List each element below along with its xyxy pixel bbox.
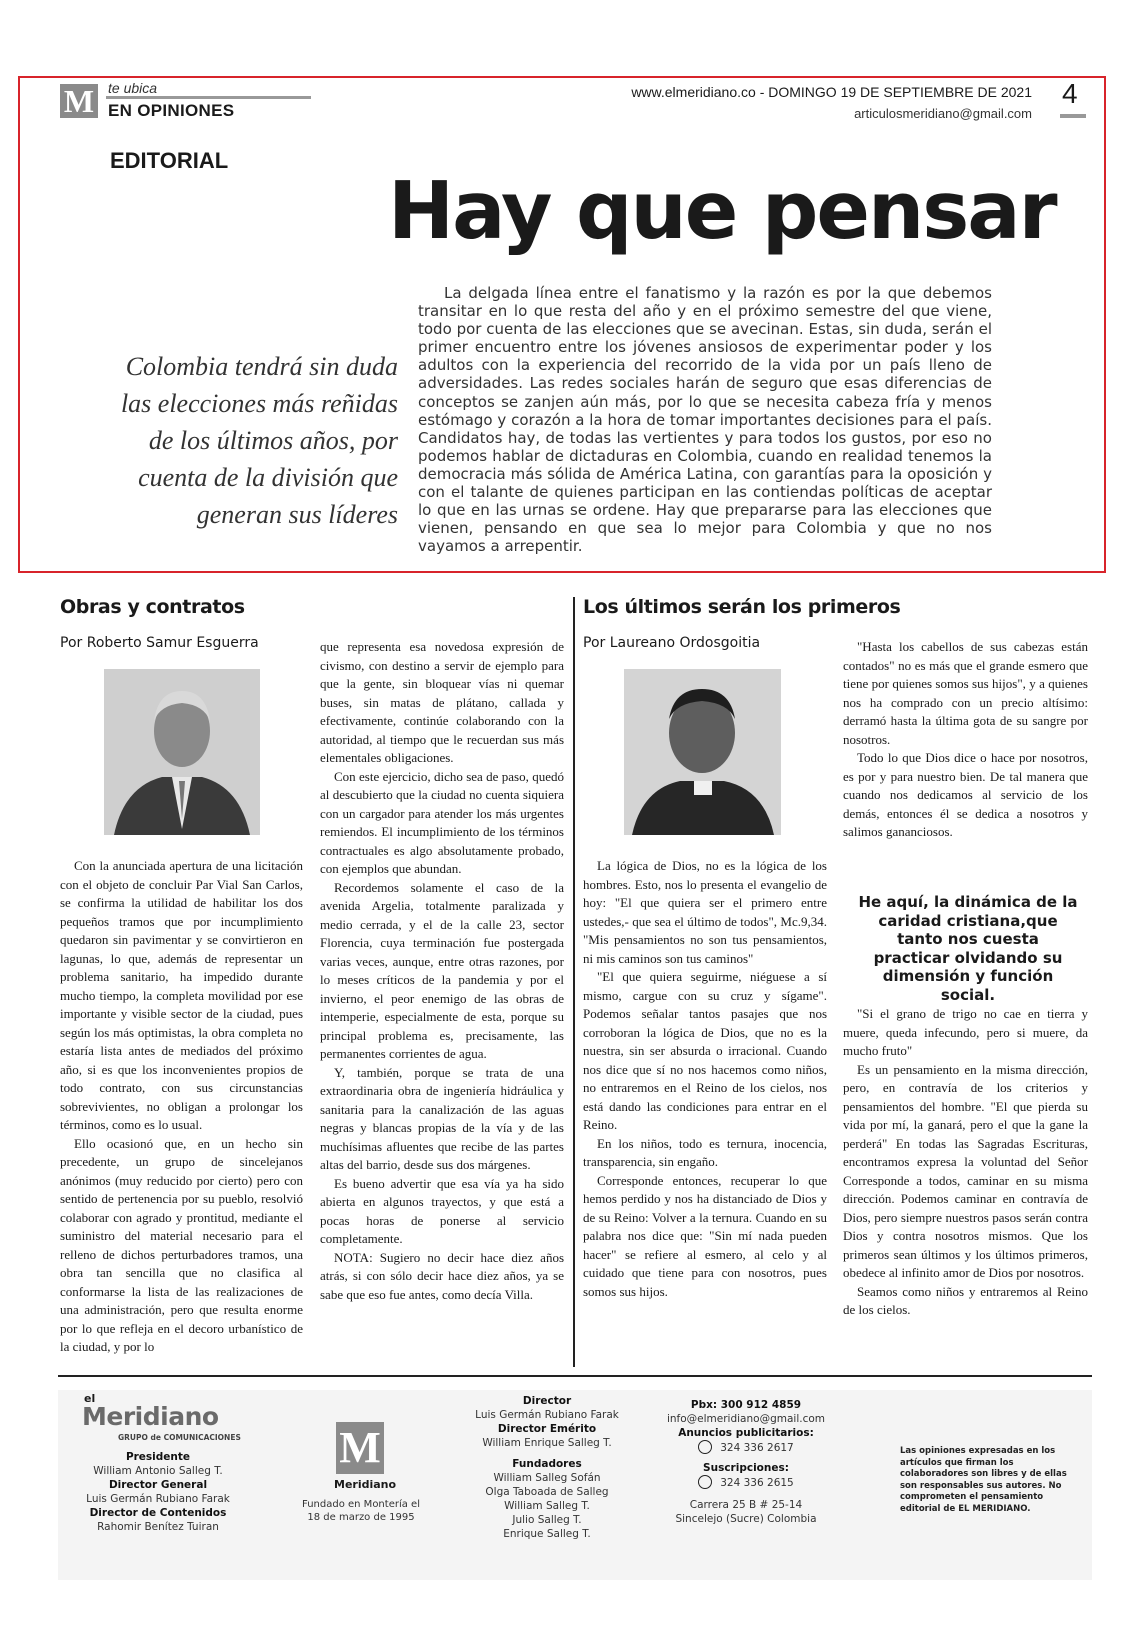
footer-divider — [58, 1375, 1092, 1377]
article-obras-col2 — [320, 638, 564, 1304]
fundador-name: Enrique Salleg T. — [503, 1528, 591, 1540]
author-portrait-icon — [624, 669, 781, 835]
paragraph: Y, también, porque se trata de una extraordinaria obra de ingeniería hidráulica y sanitaria para la canalización de las aguas negras y blancas propias de la vía y de las muchísimas afluentes que recibe de las partes altas del barrio, desde sus dos márgenes. — [320, 1064, 564, 1172]
fundador-name: William Salleg T. — [504, 1500, 590, 1512]
staff-left — [68, 1450, 248, 1534]
paragraph: Todo lo que Dios dice o hace por nosotros, es por y para nuestro bien. De tal manera que cuando nos dedicamos al servicio de los demás, entonces él se dedica a nosotros y salimos gananciosos. — [843, 750, 1088, 839]
article-title-ultimos: Los últimos serán los primeros — [583, 596, 901, 618]
editorial-body: La delgada línea entre el fanatismo y la razón es por la que debemos transitar en lo que resta del año y en el próximo semestre del que viene, todo por cuenta de las elecciones que se avecinan. Estas, sin duda, serán el primer encuentro entre los jóvenes ansiosos de experimentar poder y los adultos con la experiencia del recorrido de la vida por un país lleno de adversidades. Las redes sociales harán de seguro que esas diferencias de conceptos se zanjen aún más, por lo que se necesita cabeza fría y menos estómago y corazón a la hora de tomar importantes decisiones para el país. Candidatos hay, de todas las vertientes y para todos los gustos, por eso no podemos hablar de dictaduras en Colombia, cuando en realidad tenemos la democracia más sólida de América Latina, con garantías para la oposición y con el talante de quienes participan en las contiendas políticas de aceptar lo que en las urnas se ordene. Hay que prepararse para las elecciones que vienen, pensando en que sea lo mejor para Colombia y que no nos vayamos a arrepentir. — [418, 284, 992, 556]
fundadores-label: Fundadores — [512, 1458, 582, 1470]
whatsapp-icon — [698, 1475, 712, 1489]
paragraph: Corresponde entonces, recuperar lo que hemos perdido y nos ha distanciado de Dios y de su Reino: Volver a la ternura. Cuando en su palabra nos dice que: "Sin mí nada pueden hacer" se refiere al esmero, al celo y al cuidado que tiene para con nosotros, pues somos sus hijos. — [583, 1172, 827, 1299]
article-title-obras: Obras y contratos — [60, 596, 245, 618]
brand-el: el — [84, 1392, 96, 1405]
paragraph: Ello ocasionó que, en un hecho sin precedente, un grupo de sincelejanos anónimos (muy reducido por cierto) pero con sentido de pertenencia por su pueblo, resolvió colaborar con agrado y prontitud, mediante el suministro del material necesario para el relleno de dichos perturbadores tramos, una obra tan sencilla que no clasifica al conformarse la lista de las realizaciones de una administración, pero que resulta enorme por lo que refleja en el decoro urbanístico de la ciudad, y por lo — [60, 1135, 303, 1354]
anuncios-line — [666, 1440, 826, 1455]
paragraph: Es un pensamiento en la misma dirección, pero, en contravía de los criterios y pensamientos del hombre. "El que pierda su vida por mí, la ganará, pero el que la gane la perderá" En todas las Sagradas Escrituras, encontramos expresa la voluntad del Señor Corresponde a todos, caminar en su misma dirección. Podemos caminar en contravía de Dios, pero siempre nuestros pasos serán contra Dios y contra nosotros mismos. Que los primeros sean últimos y los últimos primeros, obedece al infinito amor de Dios por nosotros. — [843, 1061, 1088, 1280]
article-obras-col1 — [60, 857, 303, 1357]
section-rule — [106, 96, 311, 99]
article-ultimos-col1 — [583, 857, 827, 1301]
paragraph: Con este ejercicio, dicho sea de paso, quedó al descubierto que la ciudad no cuenta siquiera con un cargador para atender los más urgentes remiendos. El incumplimiento de los términos contractuales es algo absolutamente probado, con ejemplos que abundan. — [320, 768, 564, 876]
section-name: EN OPINIONES — [108, 101, 235, 120]
paragraph: Con la anunciada apertura de una licitación con el objeto de concluir Par Vial San Carlos, se confirma la utilidad de habilitar los dos pequeños tramos que por incumplimiento quedaron sin pavimentar y se convirtieron en lagunas, lo que, además de representar un problema sanitario, ha impedido durante mucho tiempo, la completa movilidad por ese importante y visible sector de la ciudad, pues según los más optimistas, la obra completa no estaría lista antes de mediados del próximo año, si es que los inconvenientes propios de todo contrato, con sus circunstancias sobrevivientes, no obligan a prolongar los términos, como es lo usual. — [60, 858, 303, 1132]
author-photo-ordosgoitia — [624, 669, 781, 835]
anuncios-phone: 324 336 2617 — [720, 1442, 794, 1454]
brand-wordmark: Meridiano — [82, 1402, 219, 1431]
brand-subtitle: GRUPO de COMUNICACIONES — [118, 1433, 241, 1442]
paragraph: NOTA: Sugiero no decir hace diez años atrás, si con sólo decir hace diez años, ya se sabe que eso fue antes, como decía Villa. — [320, 1249, 564, 1302]
byline-ordosgoitia: Por Laureano Ordosgoitia — [583, 635, 761, 651]
suscripciones-phone: 324 336 2615 — [720, 1477, 794, 1489]
opinion-disclaimer: Las opiniones expresadas en los artículos que firman los colaboradores son libres y de ellas son responsables sus autores. No comprometen el pensamiento editorial de EL MERIDIANO. — [900, 1446, 1067, 1514]
suscripciones-line — [666, 1475, 826, 1490]
contacts — [666, 1398, 826, 1526]
article-ultimos-col2a — [843, 638, 1088, 842]
page-number: 4 — [1062, 78, 1078, 109]
whatsapp-icon — [698, 1440, 712, 1454]
byline-samur: Por Roberto Samur Esguerra — [60, 635, 259, 651]
paragraph: Es bueno advertir que esa vía ya ha sido abierta en algunos trayectos, y que está a pocas horas de ponerse al servicio completamente. — [320, 1175, 564, 1246]
director-general-label: Director General — [108, 1479, 208, 1491]
editorial-label: EDITORIAL — [110, 148, 229, 173]
director-name: Luis Germán Rubiano Farak — [475, 1409, 619, 1421]
paragraph: En los niños, todo es ternura, inocencia, transparencia, sin engaño. — [583, 1135, 827, 1169]
director-emerito-label: Director Emérito — [497, 1423, 597, 1435]
presidente-label: Presidente — [125, 1451, 191, 1463]
paragraph: que representa esa novedosa expresión de civismo, con destino a servir de ejemplo para que la gente, sin bloquear vías ni quemar buses, sin matas de plátano, callada y efectivamente, continúe colaborando con la autoridad, al tiempo que le recuerdan sus más elementales obligaciones. — [320, 639, 564, 765]
article-ultimos-col2b — [843, 1005, 1088, 1320]
meridiano-logo-icon: M — [60, 84, 98, 118]
author-photo-samur — [104, 669, 260, 835]
site-date-line: www.elmeridiano.co - DOMINGO 19 DE SEPTIEMBRE DE 2021 — [631, 84, 1032, 100]
te-ubica-tagline: te ubica — [108, 80, 158, 96]
column-divider — [573, 597, 575, 1367]
editorial-pull-quote: Colombia tendrá sin duda las elecciones más reñidas de los últimos años, por cuenta de la división que generan sus líderes — [120, 352, 398, 529]
director-contenidos-label: Director de Contenidos — [89, 1507, 227, 1519]
paragraph: "Si el grano de trigo no cae en tierra y muere, queda infecundo, pero si muere, da mucho fruto" — [843, 1006, 1088, 1058]
page-number-rule — [1060, 114, 1086, 118]
meridiano-seal-icon: M — [336, 1422, 384, 1474]
city: Sincelejo (Sucre) Colombia — [675, 1513, 817, 1525]
seal-name: Meridiano — [334, 1478, 397, 1491]
masthead-footer — [58, 1390, 1092, 1580]
paragraph: Seamos como niños y entraremos al Reino de los cielos. — [843, 1283, 1088, 1317]
suscripciones-label: Suscripciones: — [703, 1462, 789, 1474]
paragraph: La lógica de Dios, no es la lógica de los hombres. Esto, nos lo presenta el evangelio de hoy: "El que quiera ser el primero entre ustedes,- que sea el último de todos", Mc.9,34. "Mis pensamientos no son tus pensamientos, ni mis caminos son tus caminos" — [583, 858, 827, 966]
info-email: info@elmeridiano@gmail.com — [666, 1413, 825, 1425]
address: Carrera 25 B # 25-14 — [689, 1499, 803, 1511]
contact-email: articulosmeridiano@gmail.com — [854, 106, 1032, 121]
fundador-name: Olga Taboada de Salleg — [485, 1486, 609, 1498]
pbx: Pbx: 300 912 4859 — [690, 1399, 802, 1411]
fundador-name: Julio Salleg T. — [512, 1514, 582, 1526]
paragraph: Recordemos solamente el caso de la avenida Argelia, totalmente paralizada y medio cerrada, y el de la calle 23, sector Florencia, cuya terminación fue postergada varias veces, aunque, entre otras razones, por lo meses críticos de la pandemia y por el invierno, el peor enemigo de las obras de intemperie, especialmente de esta, porque su principal problema es, precisamente, las permanentes corrientes de agua. — [320, 879, 564, 1061]
paragraph: "Hasta los cabellos de sus cabezas están contados" no es más que el grande esmero que tiene por quienes somos sus hijos", y a quienes nos ha comprado con un precio altísimo: derramó hasta la última gota de su sangre por nosotros. — [843, 639, 1088, 747]
presidente-name: William Antonio Salleg T. — [93, 1465, 223, 1477]
fundado-note: Fundado en Montería el 18 de marzo de 1995 — [302, 1499, 420, 1523]
author-portrait-icon — [104, 669, 260, 835]
director-label: Director — [522, 1395, 572, 1407]
fundador-name: William Salleg Sofán — [493, 1472, 601, 1484]
editorial-headline: Hay que pensar — [388, 165, 1056, 257]
highlight-quote: He aquí, la dinámica de la caridad cristiana,que tanto nos cuesta practicar olvidando su dimensión y función social. — [858, 893, 1078, 1004]
anuncios-label: Anuncios publicitarios: — [678, 1427, 814, 1439]
paragraph: "El que quiera seguirme, niéguese a sí mismo, cargue con su cruz y sígame". Podemos señalar tantos pasajes que nos corroboran la lógica de Dios, que no es la nuestra, sin ser absurda o irracional. Cuando nos dice que sí no nos hacemos como niños, no entraremos en el Reino de los cielos, nos está dando las condiciones para entrar en el Reino. — [583, 969, 827, 1132]
director-contenidos-name: Rahomir Benítez Tuiran — [97, 1521, 219, 1533]
director-general-name: Luis Germán Rubiano Farak — [86, 1493, 230, 1505]
staff-center — [472, 1394, 622, 1541]
director-emerito-name: William Enrique Salleg T. — [482, 1437, 612, 1449]
